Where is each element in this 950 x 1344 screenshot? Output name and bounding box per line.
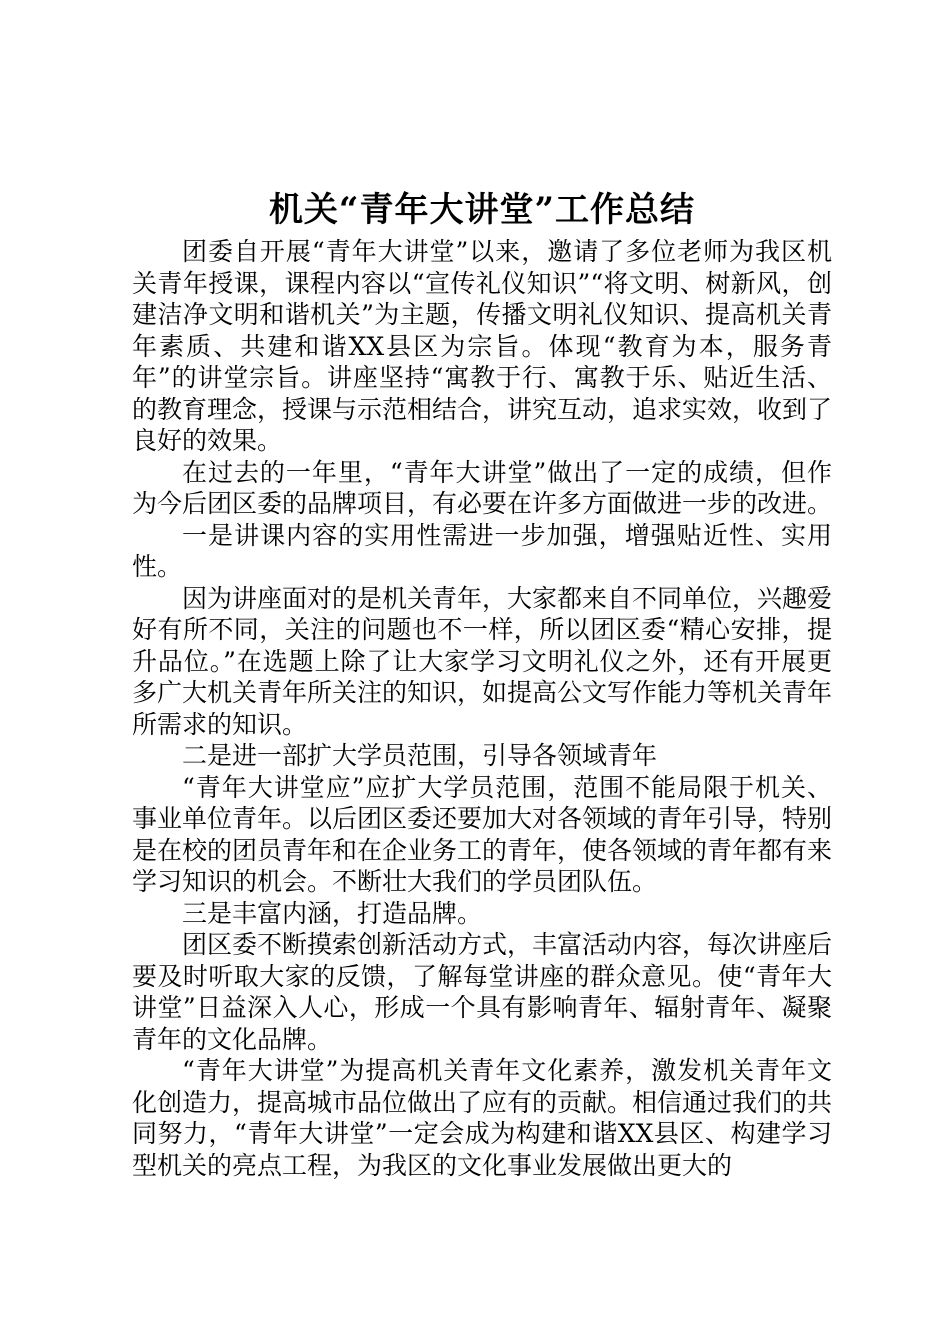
paragraph-intro: 团委自开展“青年大讲堂”以来，邀请了多位老师为我区机关青年授课，课程内容以“宣传礼仪知识”“将文明、树新风，创建洁净文明和谐机关”为主题，传播文明礼仪知识、提高机关青年素质、共建和谐XX县区为宗旨。体现“教育为本，服务青年”的讲堂宗旨。讲座坚持“寓教于行、寓教于乐、贴近生活、的教育理念，授课与示范相结合，讲究互动，追求实效，收到了良好的效果。 xyxy=(132,237,833,455)
document-page xyxy=(132,186,832,1181)
document-title: 机关“青年大讲堂”工作总结 xyxy=(268,190,696,230)
paragraph-conclusion: “青年大讲堂”为提高机关青年文化素养，激发机关青年文化创造力，提高城市品位做出了应有的贡献。相信通过我们的共同努力，“青年大讲堂”一定会成为构建和谐XX县区、构建学习型机关的亮点工程，为我区的文化事业发展做出更大的 xyxy=(132,1056,833,1180)
paragraph-point-two-detail: “青年大讲堂应”应扩大学员范围，范围不能局限于机关、事业单位青年。以后团区委还要加大对各领域的青年引导，特别是在校的团员青年和在企业务工的青年，使各领域的青年都有来学习知识的机会。不断壮大我们的学员团队伍。 xyxy=(132,772,833,896)
paragraph-past-year: 在过去的一年里，“青年大讲堂”做出了一定的成绩，但作为今后团区委的品牌项目，有必要在许多方面做进一步的改进。 xyxy=(132,457,833,518)
paragraph-point-one: 一是讲课内容的实用性需进一步加强，增强贴近性、实用性。 xyxy=(132,520,832,581)
paragraph-point-three: 三是丰富内涵，打造品牌。 xyxy=(182,898,483,928)
paragraph-point-three-detail: 团区委不断摸索创新活动方式，丰富活动内容，每次讲座后要及时听取大家的反馈，了解每堂讲座的群众意见。使“青年大讲堂”日益深入人心，形成一个具有影响青年、辐射青年、凝聚青年的文化品牌。 xyxy=(132,930,833,1054)
paragraph-point-two: 二是进一部扩大学员范围，引导各领域青年 xyxy=(182,741,658,770)
paragraph-point-one-detail: 因为讲座面对的是机关青年，大家都来自不同单位，兴趣爱好有所不同，关注的问题也不一样，所以团区委“精心安排，提升品位。”在选题上除了让大家学习文明礼仪之外，还有开展更多广大机关青年所关注的知识，如提高公文写作能力等机关青年所需求的知识。 xyxy=(132,583,833,739)
